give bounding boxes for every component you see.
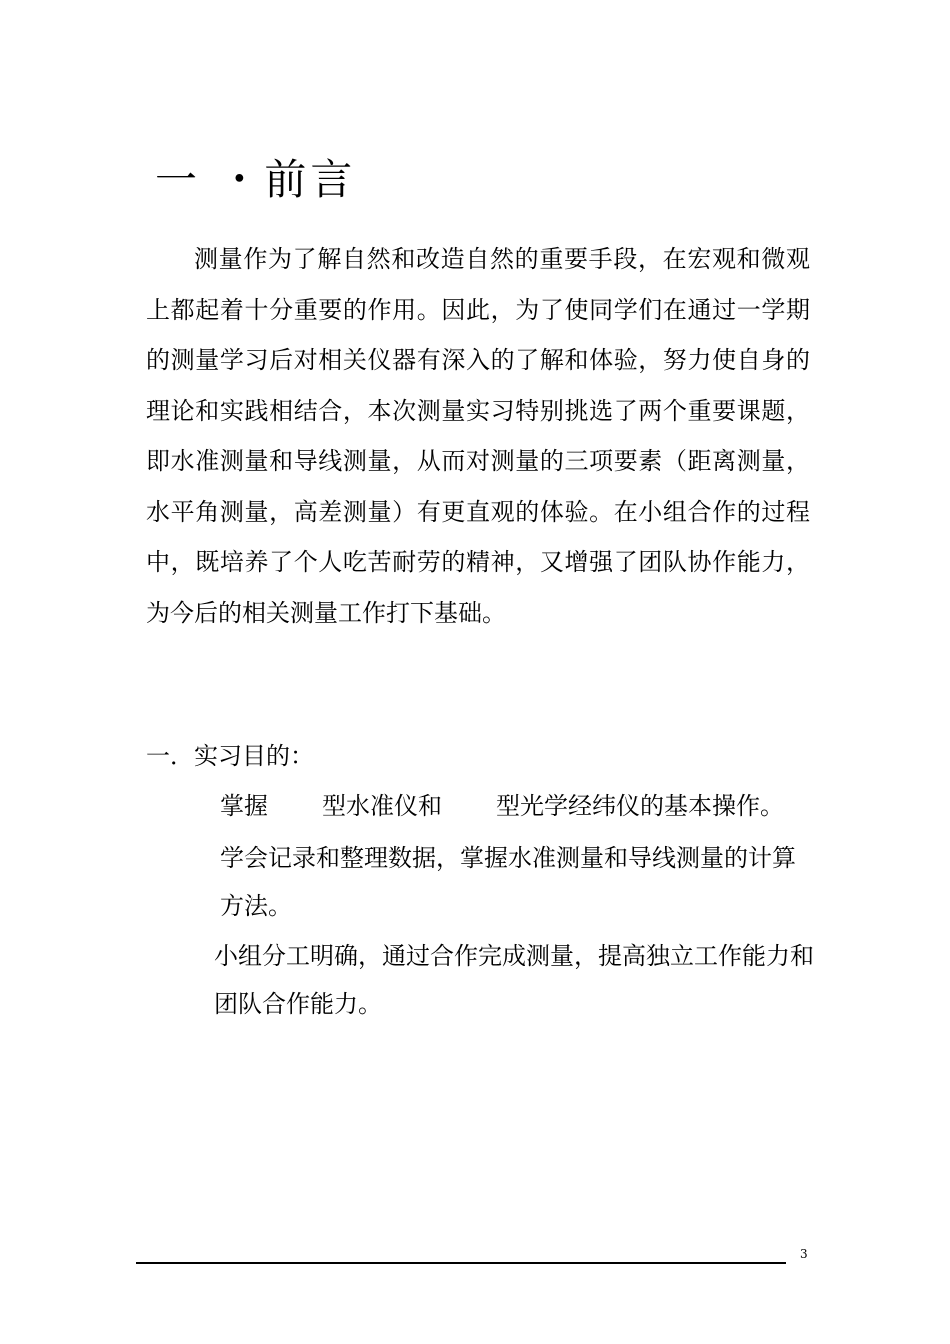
objective-item-2: 学会记录和整理数据，掌握水准测量和导线测量的计算方法。 [220,844,796,920]
page-number: 3 [800,1247,808,1261]
objective-item-3: 小组分工明确，通过合作完成测量，提高独立工作能力和团队合作能力。 [214,942,814,1018]
objective-item-1 [220,782,820,830]
page-title: 一 ・前言 [155,155,357,204]
objective-1-text-a: 掌握 [220,792,268,820]
footer-rule [136,1262,786,1264]
intro-paragraph: 测量作为了解自然和改造自然的重要手段，在宏观和微观上都起着十分重要的作用。因此，为了使同学们在通过一学期的测量学习后对相关仪器有深入的了解和体验，努力使自身的理论和实践相结合，本次测量实习特别挑选了两个重要课题，即水准测量和导线测量，从而对测量的三项要素（距离测量，水平角测量，高差测量）有更直观的体验。在小组合作的过程中，既培养了个人吃苦耐劳的精神，又增强了团队协作能力，为今后的相关测量工作打下基础。 [146,245,810,627]
objective-1-text-b: 型水准仪和 [322,792,442,820]
objective-1-text-c: 型光学经纬仪的基本操作。 [496,792,784,820]
section-heading: 一．实习目的： [146,742,314,770]
